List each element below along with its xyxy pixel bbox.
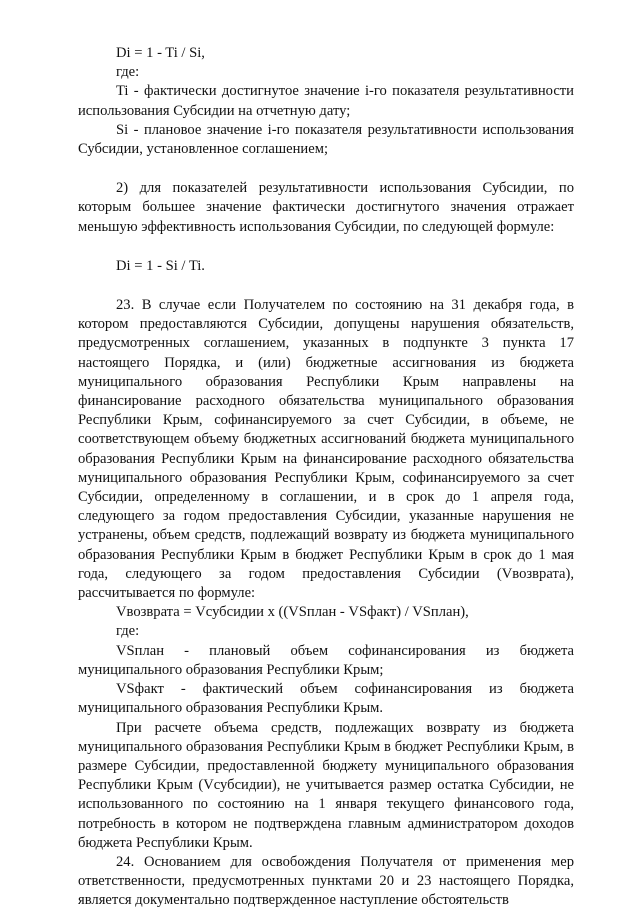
formula-di-1: Di = 1 - Ti / Si, [116,45,205,61]
item-2-paragraph: 2) для показателей результативности использования Субсидии, по которым большее значение фактически достигнутого значения отражает меньшую эффективность использования Субсидии, по следующей формуле: [78,180,574,235]
document-body [78,44,574,911]
spacer [78,159,574,179]
paragraph-23: 23. В случае если Получателем по состоянию на 31 декабря года, в котором предоставляются Субсидии, допущены нарушения обязательств, предусмотренных соглашением, указанных в подпункте 3 пункта 17 настоящего Порядка, и (или) бюджетные ассигнования из бюджета муниципального образования Республики Крым направлены на финансирование расходного обязательства муниципального образования Республики Крым, софинансируемого за счет Субсидии, в объеме, не соответствующем объему бюджетных ассигнований бюджета муниципального образования Республики Крым на финансирование расходного обязательства муниципального образования Республики Крым, софинансируемого за счет Субсидии, определенному в соглашении, и в срок до 1 апреля года, следующего за годом предоставления Субсидии, указанные нарушения не устранены, объем средств, подлежащий возврату из бюджета муниципального образования Республики Крым в бюджет Республики Крым в срок до 1 мая года, следующего за годом предоставления Субсидии (Vвозврата), рассчитывается по формуле: [78,297,574,602]
spacer [78,276,574,296]
formula-di-2: Di = 1 - Si / Ti. [116,257,205,274]
where-label-2: где: [116,623,140,640]
si-definition: Si - плановое значение i-го показателя результативности использования Субсидии, установленное соглашением; [78,121,574,158]
paragraph-24: 24. Основанием для освобождения Получателя от применения мер ответственности, предусмотренных пунктами 20 и 23 настоящего Порядка, является документально подтвержденное наступление обстоятельств [78,853,574,909]
calculation-paragraph: При расчете объема средств, подлежащих возврату из бюджета муниципального образования Республики Крым в бюджет Республики Крым, в размере Субсидии, предоставленной бюджету муниципального образования Республики Крым (Vсубсидии), не учитывается размер остатка Субсидии, не использованного по состоянию на 1 января текущего финансового года, потребность в котором не подтверждена главным администратором доходов бюджета Республики Крым. [78,719,574,851]
where-label: где: [116,64,140,81]
formula-refund: Vвозврата = Vсубсидии x ((VSплан - VSфакт) / VSплан), [116,604,469,621]
vsplan-definition: VSплан - плановый объем софинансирования из бюджета муниципального образования Республики Крым; [78,642,574,678]
ti-definition: Ti - фактически достигнутое значение i-го показателя результативности использования Субсидии на отчетную дату; [78,83,574,119]
vsfakt-definition: VSфакт - фактический объем софинансирования из бюджета муниципального образования Республики Крым. [78,681,574,717]
spacer [78,237,574,257]
